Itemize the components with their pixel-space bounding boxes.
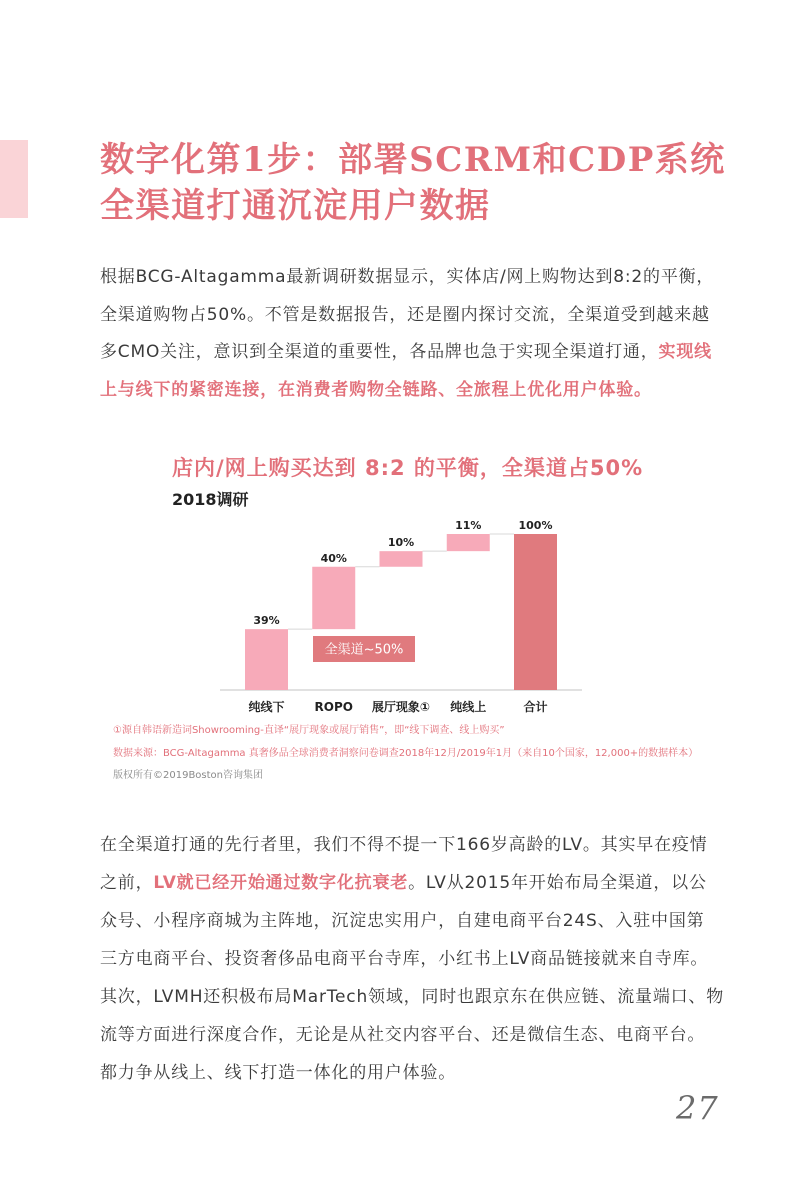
section-title-line-1: 数字化第1步：部署SCRM和CDP系统 bbox=[100, 140, 726, 180]
paragraph-text: 根据BCG-Altagamma最新调研数据显示，实体店/网上购物达到8:2的平衡， bbox=[100, 267, 715, 287]
paragraph-line bbox=[100, 1016, 706, 1054]
paragraph-line bbox=[100, 940, 709, 978]
page-number: 27 bbox=[676, 1089, 719, 1127]
highlight-text: 实现线 bbox=[658, 342, 712, 363]
highlight-text: LV就已经开始通过数字化抗衰老 bbox=[153, 873, 409, 893]
paragraph-text: 之前， bbox=[100, 873, 154, 893]
chart-bar-total bbox=[514, 534, 557, 690]
chart-labels bbox=[248, 519, 552, 714]
chart-footnotes bbox=[113, 720, 698, 788]
highlight-text: 上与线下的紧密连接，在消费者购物全链路、全旅程上优化用户体验。 bbox=[100, 380, 652, 401]
bar-value-label: 100% bbox=[518, 519, 553, 532]
copyright-note: 版权所有©2019Boston咨询集团 bbox=[113, 770, 264, 781]
bar-value-label: 11% bbox=[455, 519, 482, 532]
paragraph-text: 流等方面进行深度合作，无论是从社交内容平台、还是微信生态、电商平台。 bbox=[100, 1025, 706, 1045]
paragraph-text: 在全渠道打通的先行者里，我们不得不提一下166岁高龄的LV。其实早在疫情 bbox=[100, 835, 708, 855]
x-axis-tick-label: 展厅现象① bbox=[371, 700, 431, 714]
paragraph-text: 都力争从线上、线下打造一体化的用户体验。 bbox=[100, 1063, 456, 1083]
chart-bar-3 bbox=[380, 551, 423, 567]
title-accent-bar bbox=[0, 140, 28, 218]
paragraph-line bbox=[100, 826, 708, 864]
data-source-note: 数据来源：BCG-Altagamma 真奢侈品全球消费者洞察问卷调查2018年12月/2019年1月（来自10个国家，12,000+的数据样本） bbox=[113, 747, 699, 759]
paragraph-line bbox=[100, 864, 707, 902]
paragraph-text: 全渠道购物占50%。不管是数据报告，还是圈内探讨交流，全渠道受到越来越 bbox=[100, 304, 710, 325]
chart-bar-1 bbox=[245, 629, 288, 690]
omnichannel-callout bbox=[313, 636, 415, 662]
bar-value-label: 39% bbox=[253, 614, 280, 628]
bar-value-label: 40% bbox=[320, 551, 347, 565]
waterfall-chart-plot bbox=[200, 510, 600, 725]
paragraph-line bbox=[100, 978, 725, 1016]
paragraph-line bbox=[100, 259, 715, 297]
omnichannel-callout-label: 全渠道~50% bbox=[324, 642, 404, 658]
paragraph-text: 。LV从2015年开始布局全渠道，以公 bbox=[408, 873, 707, 893]
paragraph-line bbox=[100, 902, 705, 940]
x-axis-tick-label: 纯线下 bbox=[248, 700, 285, 714]
paragraph-text: 其次，LVMH还积极布局MarTech领域，同时也跟京东在供应链、流量端口、物 bbox=[100, 987, 725, 1007]
section-title-line-2: 全渠道打通沉淀用户数据 bbox=[100, 186, 491, 226]
chart-subtitle: 2018调研 bbox=[172, 490, 249, 509]
section-title bbox=[100, 137, 726, 229]
paragraph-line bbox=[100, 372, 700, 410]
bar-value-label: 10% bbox=[387, 536, 415, 550]
chart-bars bbox=[245, 534, 557, 690]
paragraph-text: 多CMO关注，意识到全渠道的重要性，各品牌也急于实现全渠道打通， bbox=[100, 342, 659, 363]
chart-title: 店内/网上购买达到 8:2 的平衡，全渠道占50% bbox=[172, 456, 644, 480]
paragraph-text: 三方电商平台、投资奢侈品电商平台寺库，小红书上LV商品链接就来自寺库。 bbox=[100, 949, 709, 969]
x-axis-tick-label: 纯线上 bbox=[450, 700, 487, 714]
x-axis-tick-label: 合计 bbox=[523, 700, 548, 714]
intro-paragraph bbox=[100, 259, 715, 410]
chart-bar-4 bbox=[447, 534, 490, 551]
x-axis-tick-label: ROPO bbox=[314, 700, 353, 714]
showrooming-footnote: ①源自韩语新造词Showrooming-直译“展厅现象或展厅销售”，即“线下调查、线上购买” bbox=[113, 725, 505, 736]
paragraph-line bbox=[100, 297, 710, 335]
paragraph-line bbox=[100, 1054, 700, 1092]
chart-bar-2 bbox=[312, 567, 355, 629]
paragraph-line bbox=[100, 334, 712, 372]
lv-paragraph bbox=[100, 826, 725, 1092]
paragraph-text: 众号、小程序商城为主阵地，沉淀忠实用户，自建电商平台24S、入驻中国第 bbox=[100, 911, 705, 931]
